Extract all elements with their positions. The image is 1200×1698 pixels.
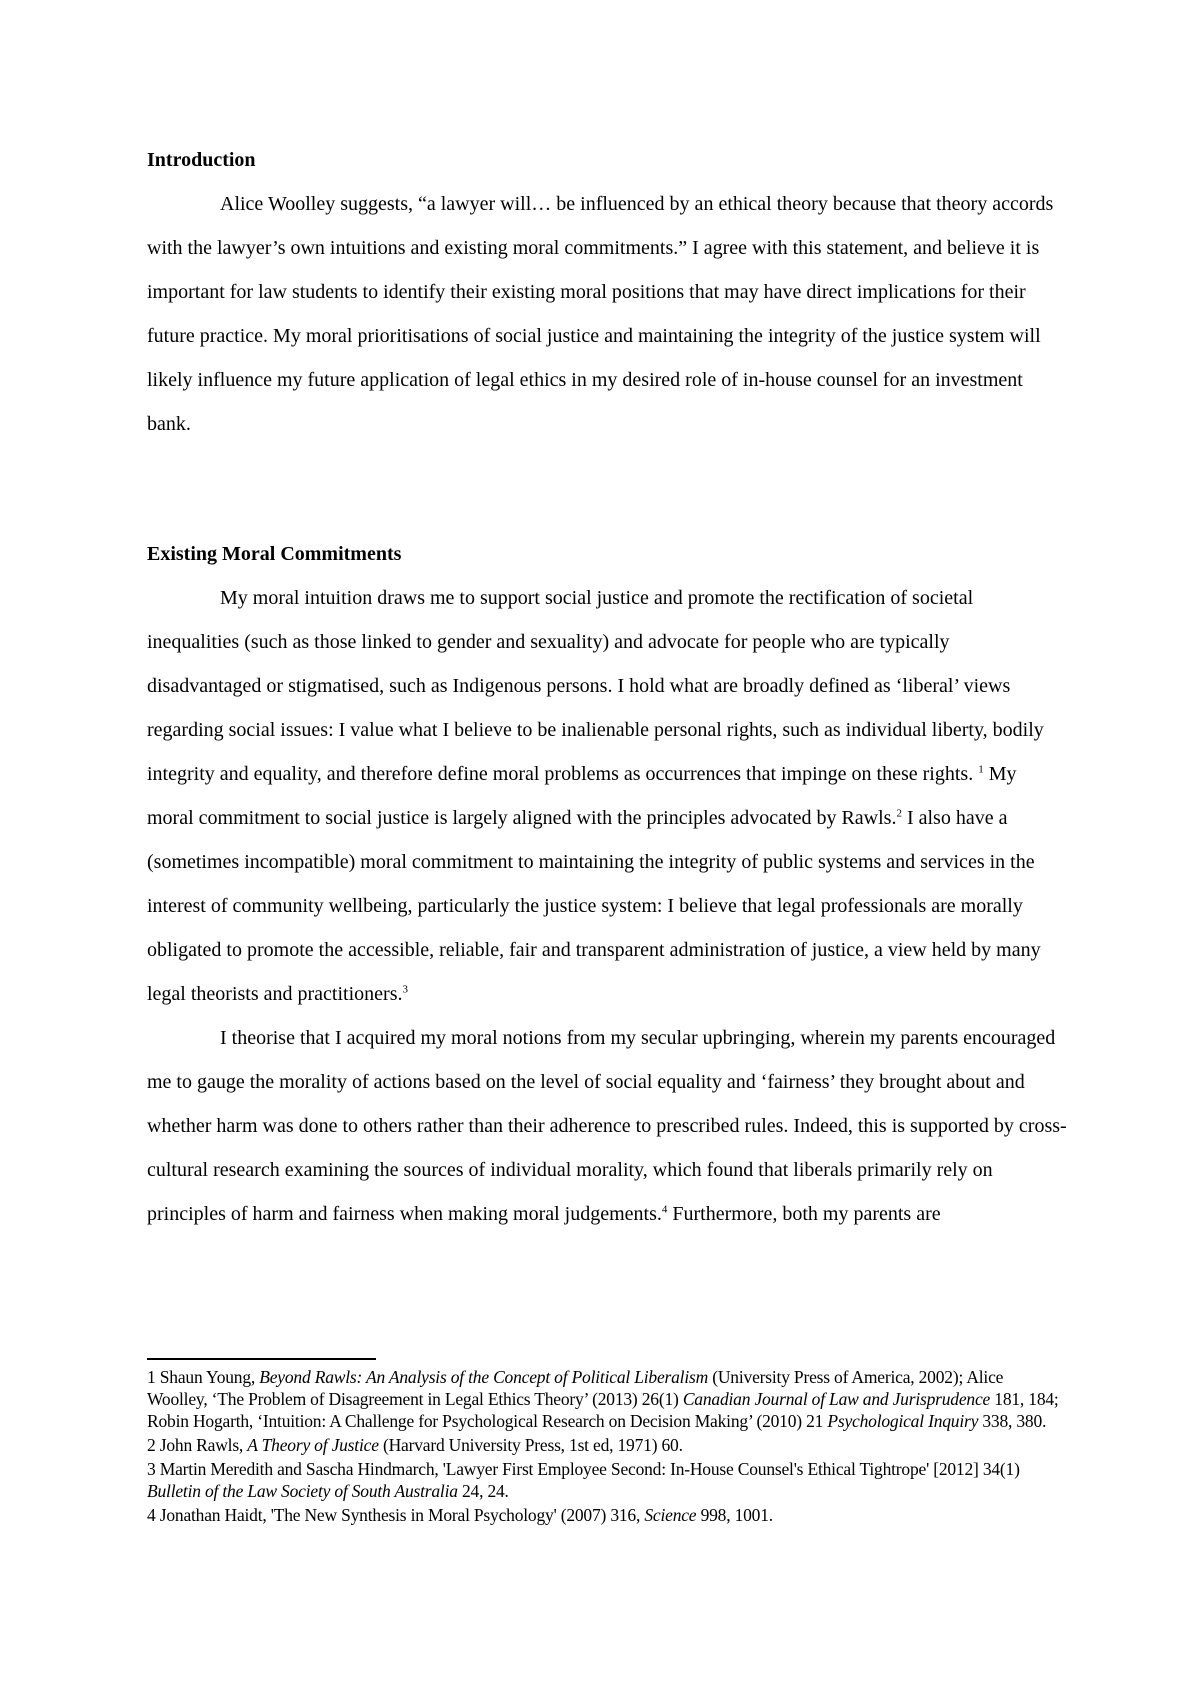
footnote-ref-2[interactable]: 2 [896, 807, 902, 820]
footnote-3 [147, 1458, 1067, 1502]
footnote-number: 1 [147, 1367, 156, 1387]
footnote-title: Science [644, 1505, 697, 1525]
introduction-paragraph: Alice Woolley suggests, “a lawyer will… be influenced by an ethical theory because that theory accords with the lawyer’s own intuitions and existing moral commitments.” I agree with this statement, and believe it is important for law students to identify their existing moral positions that may have direct implications for their future practice. My moral prioritisations of social justice and maintaining the integrity of the justice system will likely influence my future application of legal ethics in my desired role of in-house counsel for an investment bank. [147, 193, 1054, 435]
moral-commitments-body [147, 576, 1067, 1236]
footnote-text: (University Press of America, 2002); Alice Woolley, ‘The Problem of Disagreement in Legal Ethics Theory’ (2013) 26(1) [147, 1367, 1004, 1409]
footnote-title: Canadian Journal of Law and Jurisprudence [682, 1389, 991, 1409]
footnotes [147, 1366, 1067, 1528]
footnote-title: A Theory of Justice [247, 1435, 379, 1455]
paragraph-text: Furthermore, both my parents are [667, 1203, 941, 1225]
footnote-text: Martin Meredith and Sascha Hindmarch, 'Lawyer First Employee Second: In-House Counsel's Ethical Tightrope' [2012] 34(1) [155, 1459, 1020, 1479]
footnote-text: Jonathan Haidt, 'The New Synthesis in Moral Psychology' (2007) 316, [155, 1505, 645, 1525]
paragraph-text: I also have a (sometimes incompatible) moral commitment to maintaining the integrity of public systems and services in the interest of community wellbeing, particularly the justice system: I believe that legal professionals are morally obligated to promote the accessible, reliable, fair and transparent administration of justice, a view held by many legal theorists and practitioners. [147, 807, 1041, 1005]
footnote-4 [147, 1504, 1067, 1526]
footnote-text: 24, 24. [457, 1481, 509, 1501]
footnote-text: John Rawls, [155, 1435, 248, 1455]
footnote-text: Shaun Young, [155, 1367, 260, 1387]
footnote-text: 181, 184; Robin Hogarth, ‘Intuition: A Challenge for Psychological Research on Decision Making’ (2010) 21 [147, 1389, 1059, 1431]
footnote-number: 2 [147, 1435, 156, 1455]
paragraph-text: My moral intuition draws me to support social justice and promote the rectification of societal inequalities (such as those linked to gender and sexuality) and advocate for people who are typically disadvantaged or stigmatised, such as Indigenous persons. I hold what are broadly defined as ‘liberal’ views regarding social issues: I value what I believe to be inalienable personal rights, such as individual liberty, bodily integrity and equality, and therefore define moral problems as occurrences that impinge on these rights. [147, 587, 1044, 785]
moral-paragraph-1 [147, 576, 1067, 1016]
footnote-2 [147, 1434, 1067, 1456]
footnote-ref-4[interactable]: 4 [661, 1203, 668, 1216]
footnote-ref-3[interactable]: 3 [402, 983, 408, 996]
footnote-ref-1[interactable]: 1 [978, 763, 984, 776]
paragraph-text: My moral commitment to social justice is largely aligned with the principles advocated by Rawls. [147, 763, 1017, 829]
footnote-separator [147, 1358, 376, 1360]
moral-paragraph-2 [147, 1016, 1067, 1236]
introduction-body [147, 182, 1067, 446]
section-heading-introduction: Introduction [147, 149, 256, 171]
footnote-text: (Harvard University Press, 1st ed, 1971) 60. [378, 1435, 683, 1455]
footnote-title: Beyond Rawls: An Analysis of the Concept of Political Liberalism [259, 1367, 709, 1387]
paragraph-text: I theorise that I acquired my moral notions from my secular upbringing, wherein my parents encouraged me to gauge the morality of actions based on the level of social equality and ‘fairness’ they brought about and whether harm was done to others rather than their adherence to prescribed rules. Indeed, this is supported by cross-cultural research examining the sources of individual morality, which found that liberals primarily rely on principles of harm and fairness when making moral judgements. [147, 1027, 1067, 1225]
footnote-1 [147, 1366, 1067, 1432]
footnote-text: 338, 380. [978, 1411, 1047, 1431]
footnote-title: Psychological Inquiry [827, 1411, 979, 1431]
footnote-text: 998, 1001. [696, 1505, 773, 1525]
footnote-title: Bulletin of the Law Society of South Australia [147, 1481, 458, 1501]
footnote-number: 3 [147, 1459, 156, 1479]
footnote-number: 4 [147, 1505, 156, 1525]
section-heading-existing-moral-commitments: Existing Moral Commitments [147, 543, 402, 565]
